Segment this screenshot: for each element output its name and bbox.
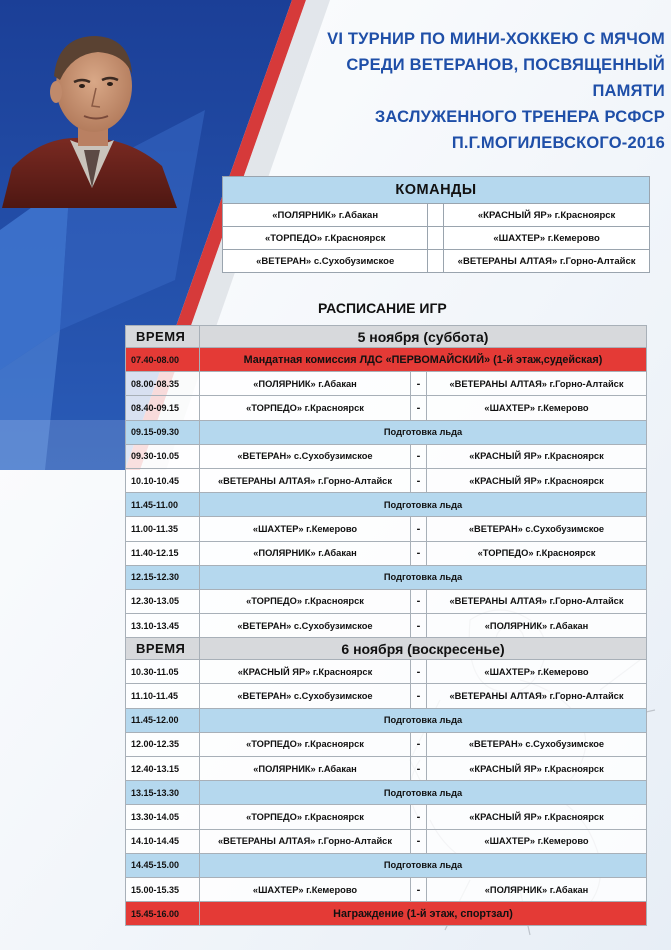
team-name: «ШАХТЕР» г.Кемерово xyxy=(444,227,650,250)
tournament-title xyxy=(300,26,665,156)
away-team: «ПОЛЯРНИК» г.Абакан xyxy=(427,877,647,901)
match-row xyxy=(126,877,647,901)
teams-row xyxy=(223,204,650,227)
time-slot: 12.40-13.15 xyxy=(126,757,200,781)
time-slot: 10.30-11.05 xyxy=(126,660,200,684)
teams-row xyxy=(223,227,650,250)
away-team: «ВЕТЕРАНЫ АЛТАЯ» г.Горно-Алтайск xyxy=(427,589,647,613)
day-header xyxy=(126,326,647,348)
time-slot: 11.10-11.45 xyxy=(126,684,200,708)
match-row xyxy=(126,589,647,613)
time-slot: 11.40-12.15 xyxy=(126,541,200,565)
home-team: «ТОРПЕДО» г.Красноярск xyxy=(200,396,411,420)
away-team: «КРАСНЫЙ ЯР» г.Красноярск xyxy=(427,468,647,492)
time-slot: 11.45-11.00 xyxy=(126,493,200,517)
match-row xyxy=(126,614,647,638)
ice-prep-label: Подготовка льда xyxy=(200,565,647,589)
teams-row xyxy=(223,250,650,273)
match-row xyxy=(126,541,647,565)
time-slot: 12.00-12.35 xyxy=(126,732,200,756)
ice-prep-label: Подготовка льда xyxy=(200,708,647,732)
home-team: «ВЕТЕРАН» с.Сухобузимское xyxy=(200,444,411,468)
match-row xyxy=(126,684,647,708)
event-row xyxy=(126,348,647,372)
home-team: «ПОЛЯРНИК» г.Абакан xyxy=(200,541,411,565)
versus-dash: - xyxy=(411,732,427,756)
time-column-label: ВРЕМЯ xyxy=(126,326,200,348)
day-label: 5 ноября (суббота) xyxy=(200,326,647,348)
team-name: «КРАСНЫЙ ЯР» г.Красноярск xyxy=(444,204,650,227)
ice-prep-row xyxy=(126,781,647,805)
home-team: «ВЕТЕРАН» с.Сухобузимское xyxy=(200,684,411,708)
team-name: «ВЕТЕРАН» с.Сухобузимское xyxy=(223,250,428,273)
time-slot: 15.45-16.00 xyxy=(126,902,200,926)
time-slot: 11.45-12.00 xyxy=(126,708,200,732)
home-team: «ВЕТЕРАН» с.Сухобузимское xyxy=(200,614,411,638)
home-team: «ПОЛЯРНИК» г.Абакан xyxy=(200,372,411,396)
versus-dash: - xyxy=(411,805,427,829)
ice-prep-label: Подготовка льда xyxy=(200,493,647,517)
versus-dash: - xyxy=(411,517,427,541)
home-team: «ВЕТЕРАНЫ АЛТАЯ» г.Горно-Алтайск xyxy=(200,468,411,492)
home-team: «ШАХТЕР» г.Кемерово xyxy=(200,877,411,901)
versus-dash: - xyxy=(411,877,427,901)
away-team: «КРАСНЫЙ ЯР» г.Красноярск xyxy=(427,805,647,829)
away-team: «КРАСНЫЙ ЯР» г.Красноярск xyxy=(427,757,647,781)
title-line-2: СРЕДИ ВЕТЕРАНОВ, ПОСВЯЩЕННЫЙ ПАМЯТИ xyxy=(346,56,665,100)
versus-dash: - xyxy=(411,757,427,781)
time-slot: 08.00-08.35 xyxy=(126,372,200,396)
match-row xyxy=(126,757,647,781)
time-slot: 14.45-15.00 xyxy=(126,853,200,877)
time-slot: 08.40-09.15 xyxy=(126,396,200,420)
title-line-1: VI ТУРНИР ПО МИНИ-ХОККЕЮ С МЯЧОМ xyxy=(327,30,665,48)
ice-prep-label: Подготовка льда xyxy=(200,853,647,877)
time-slot: 11.00-11.35 xyxy=(126,517,200,541)
title-line-4: П.Г.МОГИЛЕВСКОГО-2016 xyxy=(451,134,665,152)
away-team: «ШАХТЕР» г.Кемерово xyxy=(427,660,647,684)
away-team: «ВЕТЕРАН» с.Сухобузимское xyxy=(427,732,647,756)
match-row xyxy=(126,468,647,492)
ice-prep-label: Подготовка льда xyxy=(200,420,647,444)
event-row xyxy=(126,902,647,926)
versus-dash: - xyxy=(411,541,427,565)
match-row xyxy=(126,660,647,684)
home-team: «ШАХТЕР» г.Кемерово xyxy=(200,517,411,541)
time-slot: 15.00-15.35 xyxy=(126,877,200,901)
away-team: «ШАХТЕР» г.Кемерово xyxy=(427,829,647,853)
match-row xyxy=(126,829,647,853)
home-team: «ТОРПЕДО» г.Красноярск xyxy=(200,589,411,613)
team-name: «ПОЛЯРНИК» г.Абакан xyxy=(223,204,428,227)
time-slot: 12.15-12.30 xyxy=(126,565,200,589)
match-row xyxy=(126,732,647,756)
away-team: «ШАХТЕР» г.Кемерово xyxy=(427,396,647,420)
versus-dash: - xyxy=(411,444,427,468)
time-column-label: ВРЕМЯ xyxy=(126,638,200,660)
ice-prep-row xyxy=(126,708,647,732)
home-team: «ТОРПЕДО» г.Красноярск xyxy=(200,805,411,829)
team-name: «ВЕТЕРАНЫ АЛТАЯ» г.Горно-Алтайск xyxy=(444,250,650,273)
away-team: «ТОРПЕДО» г.Красноярск xyxy=(427,541,647,565)
event-label: Мандатная комиссия ЛДС «ПЕРВОМАЙСКИЙ» (1-й этаж,судейская) xyxy=(200,348,647,372)
portrait-photo xyxy=(2,18,182,208)
home-team: «ВЕТЕРАНЫ АЛТАЯ» г.Горно-Алтайск xyxy=(200,829,411,853)
ice-prep-row xyxy=(126,565,647,589)
versus-dash: - xyxy=(411,589,427,613)
versus-dash: - xyxy=(411,684,427,708)
match-row xyxy=(126,372,647,396)
away-team: «КРАСНЫЙ ЯР» г.Красноярск xyxy=(427,444,647,468)
versus-dash: - xyxy=(411,614,427,638)
time-slot: 12.30-13.05 xyxy=(126,589,200,613)
time-slot: 10.10-10.45 xyxy=(126,468,200,492)
versus-dash: - xyxy=(411,660,427,684)
event-label: Награждение (1-й этаж, спортзал) xyxy=(200,902,647,926)
ice-prep-row xyxy=(126,493,647,517)
day-header xyxy=(126,638,647,660)
versus-dash: - xyxy=(411,829,427,853)
away-team: «ВЕТЕРАНЫ АЛТАЯ» г.Горно-Алтайск xyxy=(427,372,647,396)
time-slot: 09.15-09.30 xyxy=(126,420,200,444)
time-slot: 13.15-13.30 xyxy=(126,781,200,805)
time-slot: 14.10-14.45 xyxy=(126,829,200,853)
team-name: «ТОРПЕДО» г.Красноярск xyxy=(223,227,428,250)
teams-heading: КОМАНДЫ xyxy=(223,177,650,204)
ice-prep-row xyxy=(126,853,647,877)
home-team: «ПОЛЯРНИК» г.Абакан xyxy=(200,757,411,781)
match-row xyxy=(126,805,647,829)
versus-dash: - xyxy=(411,468,427,492)
away-team: «ПОЛЯРНИК» г.Абакан xyxy=(427,614,647,638)
schedule-table xyxy=(125,325,647,926)
away-team: «ВЕТЕРАН» с.Сухобузимское xyxy=(427,517,647,541)
match-row xyxy=(126,444,647,468)
teams-table xyxy=(222,176,650,273)
match-row xyxy=(126,517,647,541)
ice-prep-row xyxy=(126,420,647,444)
away-team: «ВЕТЕРАНЫ АЛТАЯ» г.Горно-Алтайск xyxy=(427,684,647,708)
day-label: 6 ноября (воскресенье) xyxy=(200,638,647,660)
time-slot: 13.30-14.05 xyxy=(126,805,200,829)
time-slot: 09.30-10.05 xyxy=(126,444,200,468)
versus-dash: - xyxy=(411,396,427,420)
schedule-heading: РАСПИСАНИЕ ИГР xyxy=(318,300,447,316)
versus-dash: - xyxy=(411,372,427,396)
time-slot: 07.40-08.00 xyxy=(126,348,200,372)
home-team: «КРАСНЫЙ ЯР» г.Красноярск xyxy=(200,660,411,684)
match-row xyxy=(126,396,647,420)
time-slot: 13.10-13.45 xyxy=(126,614,200,638)
ice-prep-label: Подготовка льда xyxy=(200,781,647,805)
home-team: «ТОРПЕДО» г.Красноярск xyxy=(200,732,411,756)
title-line-3: ЗАСЛУЖЕННОГО ТРЕНЕРА РСФСР xyxy=(374,108,665,126)
